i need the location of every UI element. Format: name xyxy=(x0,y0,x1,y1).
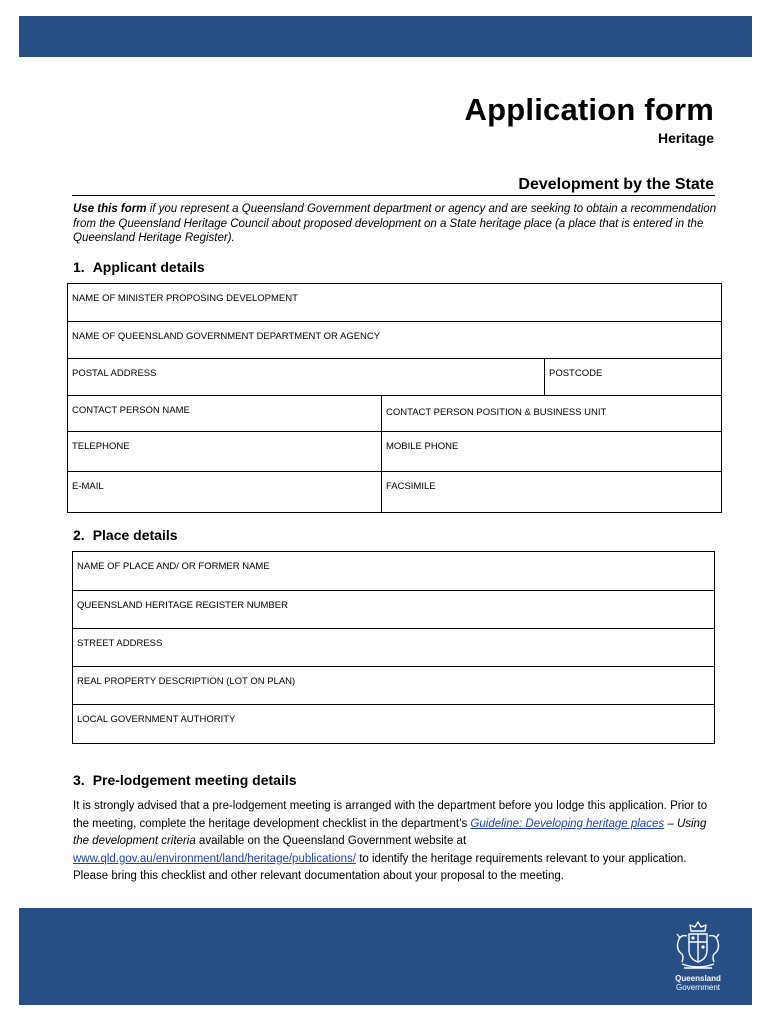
property-description-field[interactable]: REAL PROPERTY DESCRIPTION (LOT ON PLAN) xyxy=(73,667,715,705)
heading-divider xyxy=(72,195,715,196)
pre-lodgement-paragraph xyxy=(73,798,723,886)
contact-position-field[interactable]: CONTACT PERSON POSITION & BUSINESS UNIT xyxy=(382,396,722,432)
applicant-details-table xyxy=(67,283,722,513)
email-field[interactable]: E-MAIL xyxy=(68,472,382,513)
logo-text-government: Government xyxy=(675,983,721,992)
section-3-number: 3. xyxy=(73,772,85,788)
local-government-field[interactable]: LOCAL GOVERNMENT AUTHORITY xyxy=(73,705,715,744)
place-name-field[interactable]: NAME OF PLACE AND/ OR FORMER NAME xyxy=(73,552,715,591)
place-details-table xyxy=(72,551,715,744)
facsimile-field[interactable]: FACSIMILE xyxy=(382,472,722,513)
street-address-field[interactable]: STREET ADDRESS xyxy=(73,629,715,667)
register-number-field[interactable]: QUEENSLAND HERITAGE REGISTER NUMBER xyxy=(73,591,715,629)
footer-banner xyxy=(19,908,752,1005)
pre-lodgement-text-4: to identify the heritage requirements relevant to your application. Please bring this checklist and other relevant documentation about your proposal to the meeting. xyxy=(73,852,687,882)
intro-text: if you represent a Queensland Government department or agency and are seeking to obtain a recommendation from the Queensland Heritage Council about proposed development on a State heritage place (a place that is entered in the Queensland Heritage Register). xyxy=(73,203,717,244)
telephone-field[interactable]: TELEPHONE xyxy=(68,432,382,472)
section-1-number: 1. xyxy=(73,259,85,275)
department-name-field[interactable]: NAME OF QUEENSLAND GOVERNMENT DEPARTMENT OR AGENCY xyxy=(68,322,722,359)
intro-lead: Use this form xyxy=(73,203,147,215)
coat-of-arms-icon xyxy=(672,918,724,974)
section-2-heading xyxy=(73,527,178,543)
postal-address-field[interactable]: POSTAL ADDRESS xyxy=(68,359,545,396)
publications-link[interactable]: www.qld.gov.au/environment/land/heritage/publications/ xyxy=(73,852,356,865)
section-3-heading xyxy=(73,772,297,788)
pre-lodgement-text-3: available on the Queensland Government website at xyxy=(195,835,467,847)
section-2-title: Place details xyxy=(92,527,178,543)
section-1-title: Applicant details xyxy=(92,259,205,275)
section-3-title: Pre-lodgement meeting details xyxy=(92,772,297,788)
contact-name-field[interactable]: CONTACT PERSON NAME xyxy=(68,396,382,432)
page-subtitle: Heritage xyxy=(657,130,714,146)
minister-name-field[interactable]: NAME OF MINISTER PROPOSING DEVELOPMENT xyxy=(68,284,722,322)
pre-lodgement-text-2: – xyxy=(664,817,677,830)
postcode-field[interactable]: POSTCODE xyxy=(545,359,722,396)
mobile-phone-field[interactable]: MOBILE PHONE xyxy=(382,432,722,472)
logo-text-queensland: Queensland xyxy=(675,974,721,983)
page-title: Application form xyxy=(464,92,714,127)
form-heading: Development by the State xyxy=(518,176,714,193)
intro-paragraph xyxy=(73,202,721,246)
section-1-heading xyxy=(73,259,205,275)
queensland-government-logo xyxy=(668,918,728,1000)
guideline-link[interactable]: Guideline: Developing heritage places xyxy=(470,817,665,830)
pre-lodgement-text-1: It is strongly advised that a pre-lodgement meeting is arranged with the department before you lodge this application. Prior to the meeting, complete the heritage development checklist in the department’s xyxy=(73,800,708,830)
top-banner xyxy=(19,16,752,57)
development-criteria-text: Using the development criteria xyxy=(73,817,707,847)
section-2-number: 2. xyxy=(73,527,85,543)
